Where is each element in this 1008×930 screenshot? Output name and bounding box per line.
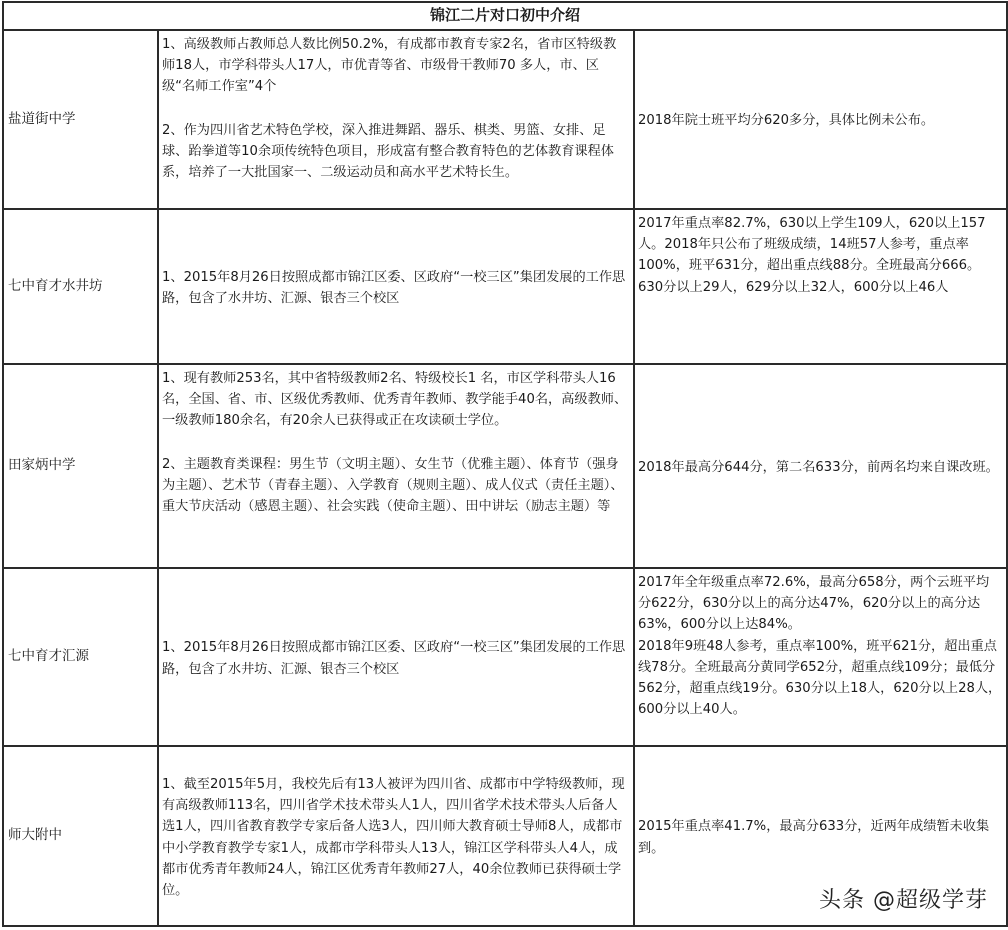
school-intro bbox=[158, 30, 634, 209]
school-scores: 2018年最高分644分，第二名633分，前两名均来自课改班。 bbox=[634, 364, 1007, 568]
intro-paragraph: 1、2015年8月26日按照成都市锦江区委、区政府“一校三区”集团发展的工作思路，包含了水井坊、汇源、银杏三个校区 bbox=[162, 640, 626, 677]
intro-paragraph: 1、高级教师占教师总人数比例50.2%，有成都市教育专家2名，省市区特级教师18人，市学科带头人17人，市优青等省、市级骨干教师70 多人，市、区级“名师工作室”4个 bbox=[162, 37, 617, 95]
table-title: 锦江二片对口初中介绍 bbox=[3, 2, 1007, 30]
intro-paragraph: 1、2015年8月26日按照成都市锦江区委、区政府“一校三区”集团发展的工作思路，包含了水井坊、汇源、银杏三个校区 bbox=[162, 269, 626, 306]
intro-paragraph: 2、主题教育类课程：男生节（文明主题）、女生节（优雅主题）、体育节（强身为主题）、艺术节（青春主题）、入学教育（规则主题）、成人仪式（责任主题）、重大节庆活动（感恩主题）、社会实践（使命主题）、田中讲坛（励志主题）等 bbox=[162, 456, 624, 515]
school-intro bbox=[158, 568, 634, 746]
school-intro bbox=[158, 746, 634, 926]
school-scores: 2017年重点率82.7%，630以上学生109人，620以上157人。2018年只公布了班级成绩，14班57人参考，重点率100%，班平631分，超出重点线88分。全班最高分666。630分以上29人，629分以上32人，600分以上46人 bbox=[634, 209, 1007, 364]
school-name: 师大附中 bbox=[3, 746, 158, 926]
school-table bbox=[2, 1, 1008, 927]
intro-paragraph: 1、现有教师253名，其中省特级教师2名、特级校长1 名，市区学科带头人16名，全国、省、市、区级优秀教师、优秀青年教师、教学能手40名，高级教师、一级教师180余名，有20余人已获得或正在攻读硕士学位。 bbox=[162, 371, 628, 429]
school-name: 七中育才汇源 bbox=[3, 568, 158, 746]
scores-paragraph: 2017年全年级重点率72.6%，最高分658分，两个云班平均分622分，630分以上的高分达47%，620分以上的高分达63%，600分以上达84%。 bbox=[638, 575, 990, 633]
school-name: 盐道街中学 bbox=[3, 30, 158, 209]
source-watermark: 头条 @超级学芽 bbox=[813, 881, 994, 916]
scores-paragraph: 2018年9班48人参考，重点率100%，班平621分，超出重点线78分。全班最高分黄同学652分，超重点线109分；最低分562分，超重点线19分。630分以上18人，620分以上28人，600分以上40人。 bbox=[638, 638, 1002, 718]
school-scores: 2015年重点率41.7%，最高分633分，近两年成绩暂未收集到。 bbox=[634, 746, 1007, 926]
table-title-row bbox=[3, 2, 1007, 30]
intro-paragraph: 1、截至2015年5月，我校先后有13人被评为四川省、成都市中学特级教师，现有高级教师113名，四川省学术技术带头人1人，四川省学术技术带头人后备人选1人，四川省教育教学专家后备人选3人，四川师大教育硕士导师8人，成都市中小学教育教学专家1人，成都市学科带头人13人，锦江区学科带头人4人，成都市优秀青年教师24人，锦江区优秀青年教师27人，40余位教师已获得硕士学位。 bbox=[162, 776, 625, 898]
school-name: 七中育才水井坊 bbox=[3, 209, 158, 364]
table-row bbox=[3, 568, 1007, 746]
school-scores bbox=[634, 568, 1007, 746]
table-row bbox=[3, 30, 1007, 209]
school-intro bbox=[158, 209, 634, 364]
intro-paragraph: 2、作为四川省艺术特色学校，深入推进舞蹈、器乐、棋类、男篮、女排、足球、跆拳道等10余项传统特色项目，形成富有整合教育特色的艺体教育课程体系，培养了一大批国家一、二级运动员和高水平艺术特长生。 bbox=[162, 122, 614, 181]
school-intro bbox=[158, 364, 634, 568]
table-row bbox=[3, 364, 1007, 568]
table-row bbox=[3, 209, 1007, 364]
school-scores: 2018年院士班平均分620多分，具体比例未公布。 bbox=[634, 30, 1007, 209]
school-name: 田家炳中学 bbox=[3, 364, 158, 568]
